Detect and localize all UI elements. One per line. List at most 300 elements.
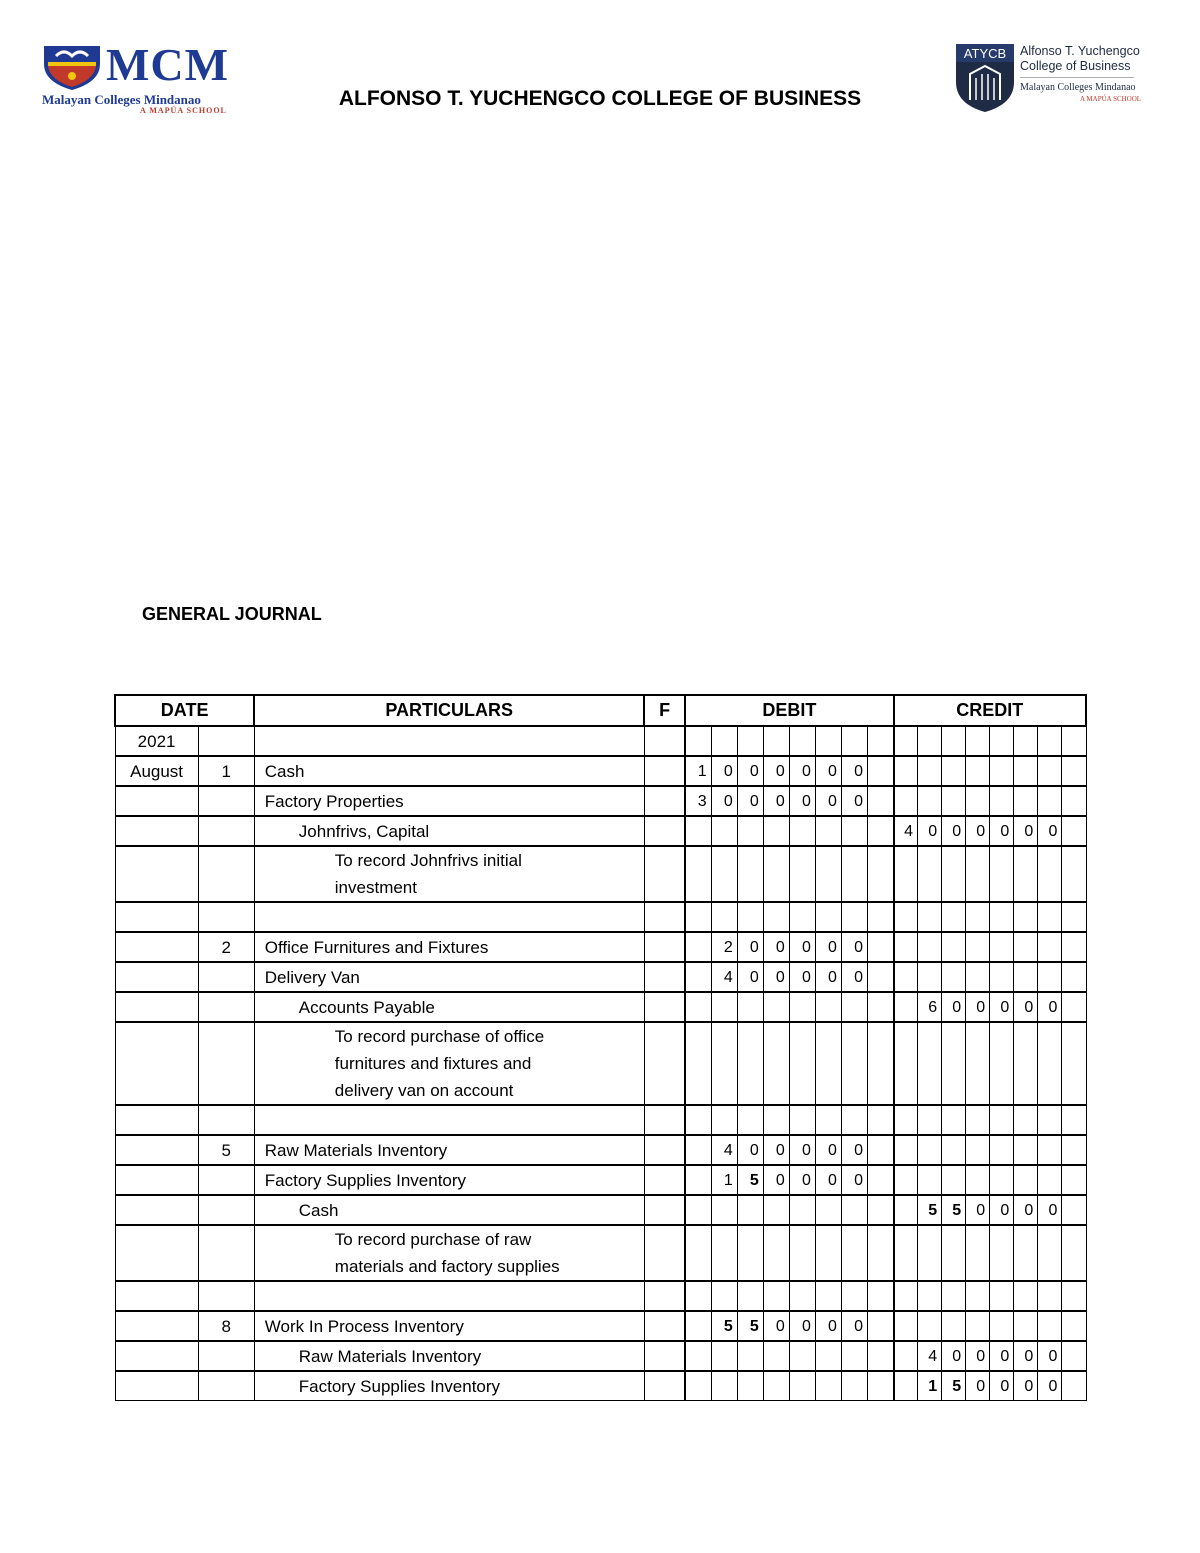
day-cell [198, 726, 254, 756]
month-cell [115, 1341, 198, 1371]
day-cell [198, 1022, 254, 1105]
credit-digit: 0 [1038, 1195, 1062, 1225]
credit-digit: 0 [990, 816, 1014, 846]
credit-digit: 5 [942, 1195, 966, 1225]
credit-digit: 0 [918, 816, 942, 846]
credit-digit: 4 [918, 1341, 942, 1371]
credit-digit [918, 1105, 942, 1135]
year-cell: 2021 [115, 726, 198, 756]
debit-digit [685, 932, 711, 962]
credit-digit [894, 726, 918, 756]
month-cell [115, 786, 198, 816]
credit-digit [894, 1022, 918, 1105]
credit-digit [918, 1022, 942, 1105]
debit-digit: 0 [841, 932, 867, 962]
folio-cell [644, 1135, 685, 1165]
credit-digit [1062, 846, 1086, 902]
debit-digit: 0 [763, 756, 789, 786]
credit-digit: 0 [942, 992, 966, 1022]
particulars-cell: Johnfrivs, Capital [254, 816, 644, 846]
folio-header: F [644, 695, 685, 726]
debit-digit: 0 [789, 786, 815, 816]
journal-row [115, 1311, 1086, 1341]
atycb-school: Malayan Colleges Mindanao [1020, 82, 1136, 93]
credit-digit: 0 [966, 992, 990, 1022]
credit-digit [1014, 1225, 1038, 1281]
credit-digit [1062, 1135, 1086, 1165]
debit-digit [763, 816, 789, 846]
journal-row [115, 1105, 1086, 1135]
debit-digit: 0 [711, 786, 737, 816]
journal-row [115, 1281, 1086, 1311]
day-cell [198, 786, 254, 816]
debit-digit [867, 962, 893, 992]
month-cell [115, 1135, 198, 1165]
debit-digit: 0 [789, 1135, 815, 1165]
debit-digit [789, 1022, 815, 1105]
credit-digit: 0 [1014, 1341, 1038, 1371]
journal-row [115, 1135, 1086, 1165]
atycb-badge-text: ATYCB [963, 46, 1007, 61]
atycb-name-line1: Alfonso T. Yuchengco [1020, 44, 1140, 58]
particulars-cell [254, 726, 644, 756]
particulars-cell [254, 1281, 644, 1311]
credit-digit: 0 [1014, 1195, 1038, 1225]
credit-digit [990, 726, 1014, 756]
debit-digit [737, 1225, 763, 1281]
credit-digit [966, 1165, 990, 1195]
credit-digit [1014, 902, 1038, 932]
credit-digit [918, 1135, 942, 1165]
credit-digit: 0 [966, 816, 990, 846]
credit-digit [966, 962, 990, 992]
credit-digit [1062, 932, 1086, 962]
debit-digit [685, 726, 711, 756]
debit-digit [841, 1105, 867, 1135]
debit-digit: 0 [815, 932, 841, 962]
credit-digit [894, 1371, 918, 1401]
debit-digit [789, 1341, 815, 1371]
page-title: ALFONSO T. YUCHENGCO COLLEGE OF BUSINESS [338, 87, 862, 110]
debit-digit [789, 1105, 815, 1135]
debit-digit [841, 1281, 867, 1311]
debit-digit: 0 [737, 932, 763, 962]
debit-digit [763, 726, 789, 756]
credit-digit: 0 [990, 992, 1014, 1022]
day-cell [198, 1105, 254, 1135]
credit-digit: 0 [990, 1341, 1014, 1371]
day-cell [198, 992, 254, 1022]
journal-row [115, 1371, 1086, 1401]
day-cell: 1 [198, 756, 254, 786]
debit-digit [685, 1225, 711, 1281]
credit-digit [966, 902, 990, 932]
credit-digit [894, 992, 918, 1022]
month-cell [115, 816, 198, 846]
debit-digit [867, 756, 893, 786]
month-cell [115, 932, 198, 962]
credit-digit [1038, 902, 1062, 932]
credit-digit [1038, 1022, 1062, 1105]
debit-digit [685, 1165, 711, 1195]
debit-digit: 0 [763, 1165, 789, 1195]
debit-digit [711, 846, 737, 902]
debit-digit [789, 816, 815, 846]
debit-digit: 0 [841, 1165, 867, 1195]
debit-digit: 0 [815, 1135, 841, 1165]
credit-digit [918, 902, 942, 932]
journal-row [115, 846, 1086, 902]
credit-digit [918, 1281, 942, 1311]
credit-digit [918, 1165, 942, 1195]
general-journal-table [114, 694, 1087, 1401]
debit-digit [763, 1105, 789, 1135]
credit-digit [1038, 726, 1062, 756]
credit-digit [1062, 816, 1086, 846]
credit-digit [1014, 932, 1038, 962]
credit-digit: 0 [966, 1371, 990, 1401]
credit-digit [1038, 932, 1062, 962]
credit-digit: 0 [942, 1341, 966, 1371]
day-cell [198, 1195, 254, 1225]
credit-digit [990, 1105, 1014, 1135]
credit-digit [966, 756, 990, 786]
credit-digit [1014, 756, 1038, 786]
debit-digit [867, 1311, 893, 1341]
debit-digit [711, 726, 737, 756]
credit-digit [1062, 786, 1086, 816]
credit-digit [990, 1135, 1014, 1165]
debit-digit: 0 [815, 756, 841, 786]
credit-digit [1014, 1135, 1038, 1165]
description-line: To record Johnfrivs initial [334, 851, 522, 870]
mcm-tagline: A MAPÚA SCHOOL [140, 106, 227, 115]
credit-digit [966, 1225, 990, 1281]
credit-digit [894, 786, 918, 816]
credit-header: CREDIT [894, 695, 1086, 726]
debit-digit [867, 992, 893, 1022]
credit-digit [990, 756, 1014, 786]
debit-digit [867, 1281, 893, 1311]
debit-digit [789, 1371, 815, 1401]
debit-digit: 4 [711, 1135, 737, 1165]
credit-digit [918, 756, 942, 786]
debit-digit [815, 816, 841, 846]
credit-digit [894, 902, 918, 932]
mcm-shield-icon [42, 42, 102, 92]
debit-digit [711, 1281, 737, 1311]
credit-digit: 0 [1038, 992, 1062, 1022]
journal-row [115, 902, 1086, 932]
debit-digit [737, 1371, 763, 1401]
day-cell [198, 962, 254, 992]
debit-digit [867, 846, 893, 902]
debit-digit [815, 1371, 841, 1401]
debit-digit [763, 1281, 789, 1311]
credit-digit [918, 962, 942, 992]
debit-digit [867, 1135, 893, 1165]
debit-digit: 0 [815, 962, 841, 992]
atycb-tagline: A MAPÚA SCHOOL [1080, 95, 1142, 103]
debit-digit [867, 1022, 893, 1105]
debit-digit: 0 [789, 1165, 815, 1195]
particulars-cell [254, 1022, 644, 1105]
credit-digit [1014, 846, 1038, 902]
debit-digit: 1 [685, 756, 711, 786]
description-line: investment [334, 878, 417, 897]
credit-digit: 6 [918, 992, 942, 1022]
debit-digit [737, 1022, 763, 1105]
credit-digit [942, 1135, 966, 1165]
debit-digit [685, 992, 711, 1022]
credit-digit [894, 1105, 918, 1135]
particulars-cell: Work In Process Inventory [254, 1311, 644, 1341]
credit-digit [990, 846, 1014, 902]
atycb-divider [1020, 77, 1134, 78]
debit-digit [789, 846, 815, 902]
credit-digit [1038, 962, 1062, 992]
credit-digit [942, 1165, 966, 1195]
debit-digit: 0 [737, 786, 763, 816]
debit-digit [737, 846, 763, 902]
date-header: DATE [115, 695, 254, 726]
folio-cell [644, 1371, 685, 1401]
folio-cell [644, 756, 685, 786]
debit-digit [815, 1022, 841, 1105]
debit-digit [841, 846, 867, 902]
debit-digit [685, 1135, 711, 1165]
folio-cell [644, 992, 685, 1022]
credit-digit [1014, 1281, 1038, 1311]
credit-digit [990, 1165, 1014, 1195]
credit-digit [1014, 726, 1038, 756]
credit-digit [894, 1225, 918, 1281]
debit-digit [841, 1341, 867, 1371]
day-cell [198, 816, 254, 846]
folio-cell [644, 1311, 685, 1341]
credit-digit [942, 902, 966, 932]
day-cell [198, 902, 254, 932]
debit-digit: 0 [763, 1135, 789, 1165]
debit-digit [685, 902, 711, 932]
folio-cell [644, 962, 685, 992]
debit-digit: 0 [737, 756, 763, 786]
credit-digit [1062, 1165, 1086, 1195]
debit-digit [867, 1225, 893, 1281]
credit-digit [942, 726, 966, 756]
debit-digit [867, 1165, 893, 1195]
folio-cell [644, 1341, 685, 1371]
folio-cell [644, 1281, 685, 1311]
debit-digit [867, 726, 893, 756]
credit-digit [894, 1195, 918, 1225]
month-cell [115, 962, 198, 992]
debit-digit [737, 1105, 763, 1135]
debit-digit: 0 [763, 786, 789, 816]
day-cell: 5 [198, 1135, 254, 1165]
credit-digit [1014, 1022, 1038, 1105]
debit-digit [867, 816, 893, 846]
debit-digit: 0 [737, 1135, 763, 1165]
debit-digit [789, 902, 815, 932]
debit-digit [737, 726, 763, 756]
debit-digit [763, 1195, 789, 1225]
credit-digit [942, 1105, 966, 1135]
journal-row [115, 932, 1086, 962]
debit-digit [789, 1281, 815, 1311]
journal-header-row [115, 695, 1086, 726]
credit-digit [1062, 1281, 1086, 1311]
debit-digit [685, 1341, 711, 1371]
journal-row [115, 1225, 1086, 1281]
credit-digit [918, 786, 942, 816]
credit-digit [966, 786, 990, 816]
credit-digit: 0 [1038, 816, 1062, 846]
credit-digit: 0 [966, 1341, 990, 1371]
debit-digit [867, 1341, 893, 1371]
credit-digit [1062, 1105, 1086, 1135]
description-line: To record purchase of office [334, 1027, 545, 1046]
atycb-logo [950, 42, 1150, 118]
debit-digit [763, 846, 789, 902]
debit-digit: 0 [789, 756, 815, 786]
debit-digit [685, 816, 711, 846]
mcm-school-name: Malayan Colleges Mindanao [42, 92, 201, 107]
debit-digit [711, 992, 737, 1022]
credit-digit: 1 [918, 1371, 942, 1401]
debit-digit [815, 1105, 841, 1135]
credit-digit [1038, 1281, 1062, 1311]
debit-digit [711, 816, 737, 846]
atycb-shield-icon [954, 42, 1016, 114]
month-cell [115, 1311, 198, 1341]
description-line: To record purchase of raw [334, 1230, 532, 1249]
debit-header: DEBIT [685, 695, 893, 726]
debit-digit [841, 1022, 867, 1105]
debit-digit: 5 [737, 1311, 763, 1341]
credit-digit [942, 1281, 966, 1311]
debit-digit [867, 786, 893, 816]
credit-digit [942, 756, 966, 786]
credit-digit [942, 1311, 966, 1341]
debit-digit: 0 [815, 1165, 841, 1195]
credit-digit [942, 846, 966, 902]
debit-digit [711, 1022, 737, 1105]
credit-digit [1062, 1195, 1086, 1225]
debit-digit [841, 992, 867, 1022]
credit-digit [1014, 1105, 1038, 1135]
debit-digit: 0 [763, 1311, 789, 1341]
folio-cell [644, 1165, 685, 1195]
credit-digit [990, 1225, 1014, 1281]
credit-digit [1062, 992, 1086, 1022]
particulars-cell: Accounts Payable [254, 992, 644, 1022]
debit-digit: 0 [841, 786, 867, 816]
month-cell [115, 1371, 198, 1401]
debit-digit: 0 [789, 1311, 815, 1341]
debit-digit [841, 902, 867, 932]
credit-digit: 0 [1014, 1371, 1038, 1401]
journal-row [115, 1022, 1086, 1105]
debit-digit [763, 992, 789, 1022]
credit-digit [1038, 756, 1062, 786]
credit-digit [894, 962, 918, 992]
credit-digit: 5 [918, 1195, 942, 1225]
credit-digit [966, 846, 990, 902]
credit-digit [894, 1165, 918, 1195]
debit-digit [737, 1341, 763, 1371]
credit-digit [966, 932, 990, 962]
credit-digit [1062, 1022, 1086, 1105]
debit-digit: 0 [815, 786, 841, 816]
particulars-header: PARTICULARS [254, 695, 644, 726]
credit-digit: 0 [1014, 816, 1038, 846]
particulars-cell: Raw Materials Inventory [254, 1341, 644, 1371]
credit-digit [990, 1281, 1014, 1311]
debit-digit: 0 [711, 756, 737, 786]
debit-digit [789, 992, 815, 1022]
credit-digit [990, 962, 1014, 992]
month-cell [115, 1281, 198, 1311]
credit-digit [966, 1135, 990, 1165]
credit-digit [1038, 1135, 1062, 1165]
day-cell: 2 [198, 932, 254, 962]
debit-digit [841, 816, 867, 846]
debit-digit [815, 902, 841, 932]
debit-digit [815, 1195, 841, 1225]
particulars-cell [254, 846, 644, 902]
debit-digit: 5 [711, 1311, 737, 1341]
month-cell [115, 1195, 198, 1225]
journal-row [115, 992, 1086, 1022]
day-cell [198, 1281, 254, 1311]
credit-digit [942, 1022, 966, 1105]
debit-digit: 0 [789, 962, 815, 992]
debit-digit [789, 726, 815, 756]
debit-digit: 0 [763, 962, 789, 992]
credit-digit [1062, 756, 1086, 786]
debit-digit [867, 1195, 893, 1225]
day-cell: 8 [198, 1311, 254, 1341]
debit-digit [841, 1371, 867, 1401]
debit-digit: 3 [685, 786, 711, 816]
day-cell [198, 1165, 254, 1195]
debit-digit: 5 [737, 1165, 763, 1195]
particulars-cell: Factory Properties [254, 786, 644, 816]
debit-digit: 0 [841, 1135, 867, 1165]
section-title: GENERAL JOURNAL [142, 604, 322, 624]
mcm-brand-text: MCM [106, 39, 230, 90]
particulars-cell: Factory Supplies Inventory [254, 1371, 644, 1401]
debit-digit [737, 992, 763, 1022]
particulars-cell: Raw Materials Inventory [254, 1135, 644, 1165]
debit-digit [685, 846, 711, 902]
journal-row [115, 1195, 1086, 1225]
debit-digit [685, 1281, 711, 1311]
credit-digit: 5 [942, 1371, 966, 1401]
particulars-cell: Office Furnitures and Fixtures [254, 932, 644, 962]
debit-digit [815, 846, 841, 902]
atycb-college-name [1020, 44, 1140, 74]
credit-digit: 4 [894, 816, 918, 846]
folio-cell [644, 726, 685, 756]
debit-digit [815, 992, 841, 1022]
credit-digit [1062, 962, 1086, 992]
debit-digit [711, 1105, 737, 1135]
credit-digit [1062, 902, 1086, 932]
debit-digit: 0 [789, 932, 815, 962]
folio-cell [644, 846, 685, 902]
